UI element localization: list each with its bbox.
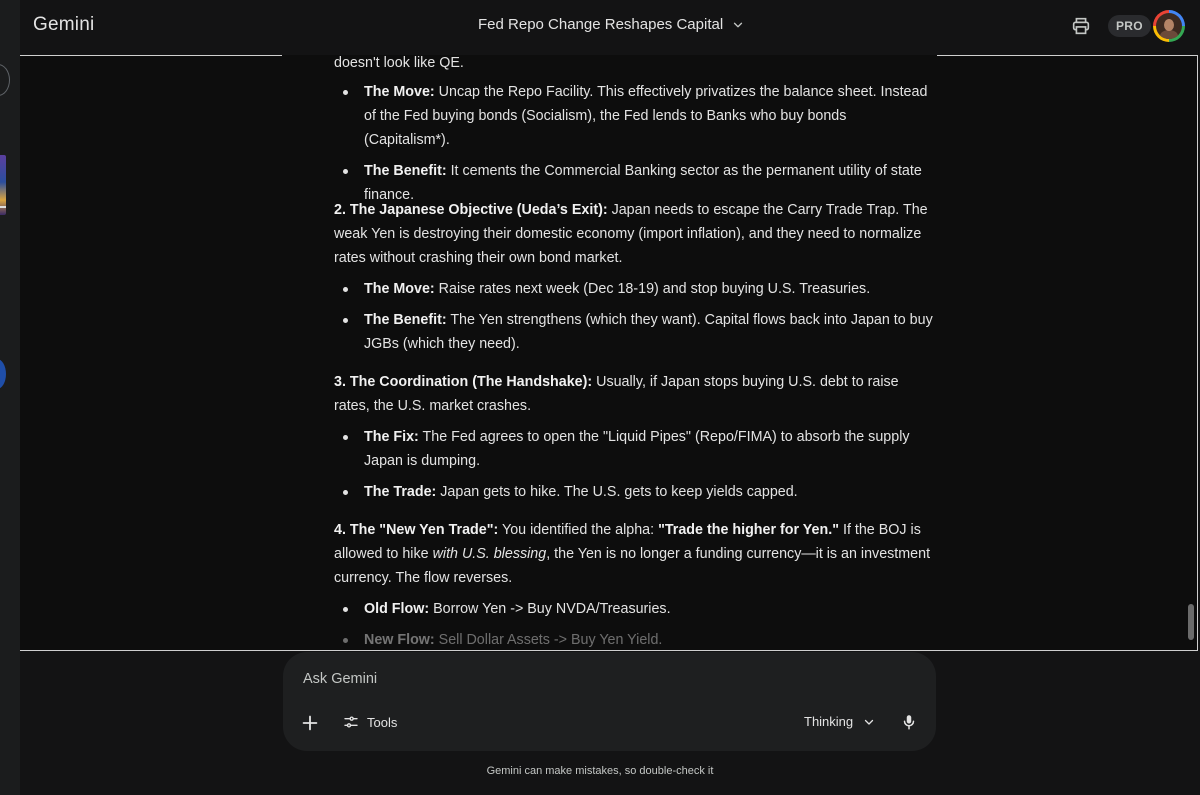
tools-icon — [343, 714, 359, 730]
paragraph: 3. The Coordination (The Handshake): Usually, if Japan stops buying U.S. debt to raise rates, the U.S. market crashes. — [334, 374, 899, 414]
bullet-list — [334, 277, 934, 356]
paragraph: 4. The "New Yen Trade": You identified the alpha: "Trade the higher for Yen." If the BOJ is allowed to hike with U.S. blessing, the Yen is no longer a funding currency—it is an investment currency. The flow reverses. — [334, 522, 931, 586]
pro-badge[interactable]: PRO — [1108, 15, 1151, 37]
top-bar — [20, 0, 1200, 54]
left-rail — [0, 0, 20, 795]
list-item: The Benefit: The Yen strengthens (which they want). Capital flows back into Japan to buy JGBs (which they need). — [334, 308, 934, 356]
plus-icon[interactable] — [299, 712, 321, 734]
list-item: The Move: Uncap the Repo Facility. This effectively privatizes the balance sheet. Instead of the Fed buying bonds (Socialism), the Fed lends to Banks who buy bonds (Capitalism*). — [334, 80, 934, 152]
list-item: The Benefit: It cements the Commercial Banking sector as the permanent utility of state finance. — [334, 159, 934, 207]
chevron-down-icon — [863, 716, 875, 728]
gem-thumbnail-label — [0, 206, 6, 216]
disclaimer: Gemini can make mistakes, so double-check it — [486, 765, 714, 777]
list-item: The Trade: Japan gets to hike. The U.S. gets to keep yields capped. — [334, 480, 934, 504]
conversation-title: Fed Repo Change Reshapes Capital — [478, 16, 724, 33]
rail-active-dot[interactable] — [0, 359, 6, 389]
conversation-title-dropdown[interactable] — [478, 16, 745, 33]
list-item: Old Flow: Borrow Yen -> Buy NVDA/Treasuries. — [334, 597, 934, 621]
sidebar-toggle-button[interactable] — [0, 64, 10, 96]
app-brand[interactable]: Gemini — [33, 14, 95, 35]
avatar[interactable] — [1153, 10, 1185, 42]
mic-icon[interactable] — [900, 713, 918, 731]
paragraph: doesn't look like QE. — [334, 55, 464, 71]
scrollbar-thumb[interactable] — [1188, 604, 1194, 640]
list-item: New Flow: Sell Dollar Assets -> Buy Yen Yield. — [334, 628, 934, 652]
prompt-box — [283, 652, 936, 751]
bullet-list — [334, 597, 934, 652]
list-item: The Fix: The Fed agrees to open the "Liquid Pipes" (Repo/FIMA) to absorb the supply Japan is dumping. — [334, 425, 934, 473]
prompt-input[interactable]: Ask Gemini — [303, 671, 378, 687]
chevron-down-icon — [731, 18, 745, 32]
chat-scroll-area[interactable] — [20, 55, 1198, 651]
tools-label: Tools — [367, 714, 398, 730]
paragraph: 2. The Japanese Objective (Ueda’s Exit): Japan needs to escape the Carry Trade Trap. The weak Yen is destroying their domestic economy (import inflation), and they need to normalize rates without crashing their own bond market. — [334, 202, 928, 266]
bullet-list — [334, 80, 934, 207]
bullet-list — [334, 425, 934, 504]
tools-button[interactable] — [343, 714, 397, 730]
mode-label: Thinking — [804, 714, 854, 729]
mode-selector[interactable] — [804, 714, 875, 729]
print-icon[interactable] — [1070, 15, 1092, 37]
list-item: The Move: Raise rates next week (Dec 18-19) and stop buying U.S. Treasuries. — [334, 277, 934, 301]
